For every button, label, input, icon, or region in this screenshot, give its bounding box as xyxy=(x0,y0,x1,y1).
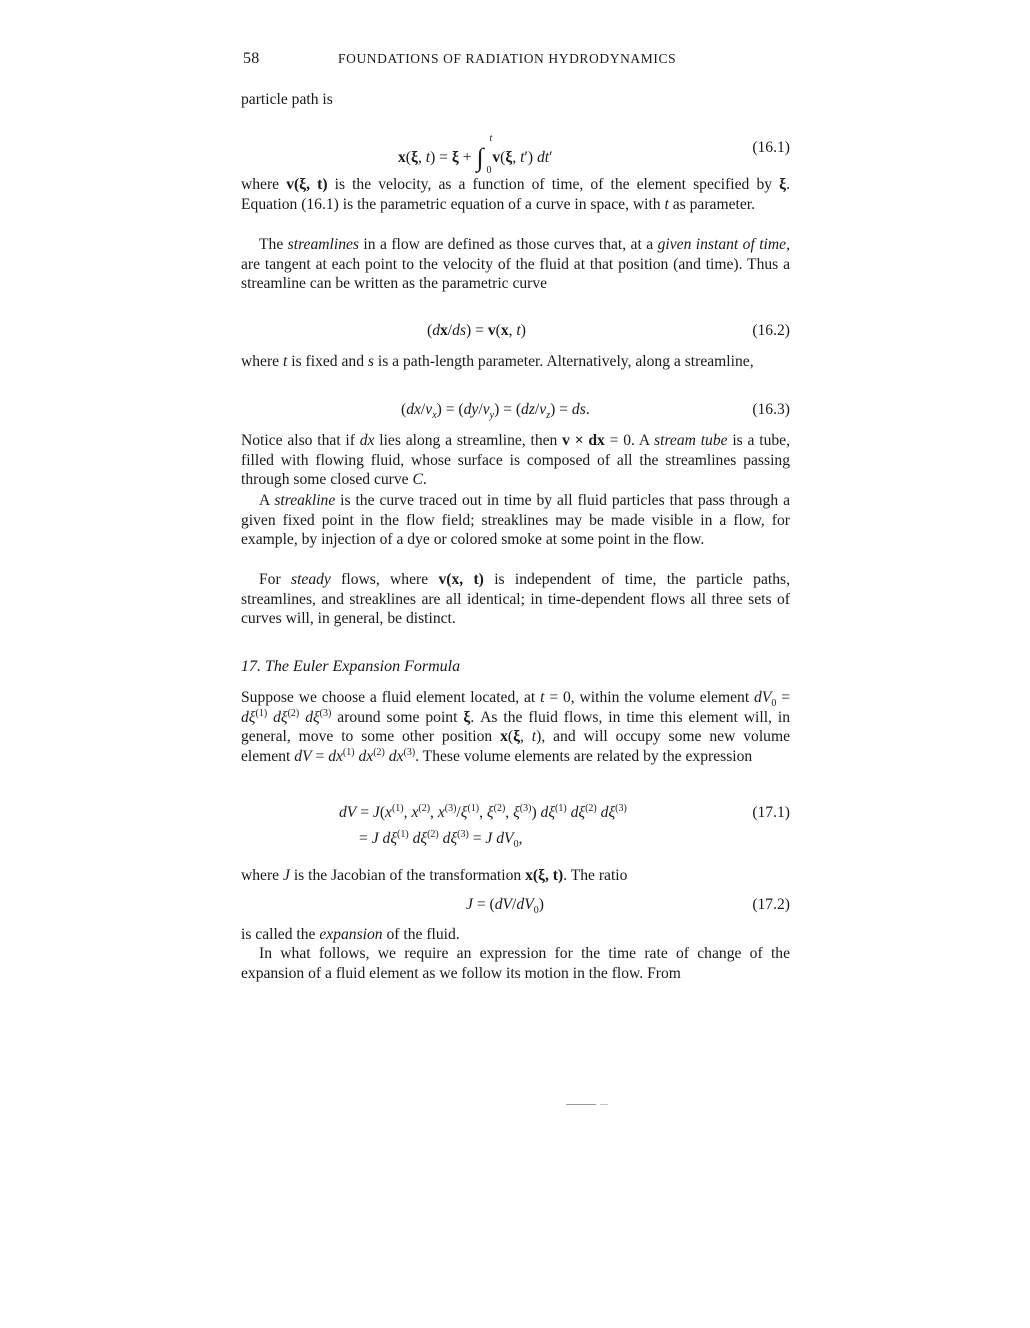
integral-sign: ∫ t 0 xyxy=(476,133,493,176)
running-title: FOUNDATIONS OF RADIATION HYDRODYNAMICS xyxy=(338,51,677,66)
paragraph-streakline: A streakline is the curve traced out in time by all fluid particles that pass through a given fixed point in the flow field; streaklines may be made visible in a flow, for example, by injection of a dye or colored smoke at some point in the flow. xyxy=(241,492,790,549)
equation-16-2-body: (dx/ds) = v(x, t) xyxy=(427,322,526,339)
equation-17-1-number: (17.1) xyxy=(752,804,790,821)
equation-16-2-number: (16.2) xyxy=(752,322,790,339)
equation-17-2 xyxy=(241,896,790,920)
equation-16-2 xyxy=(241,322,790,346)
equation-17-1-line2: = J $d\xi^{(1)}$ $d\xi^{(2)}$ $d\xi^{(3)} = J$ $dV_0$, xyxy=(359,828,523,851)
equation-16-1-number: (16.1) xyxy=(752,139,790,156)
paragraph-jacobian: where J is the Jacobian of the transformation x(ξ, t). The ratio xyxy=(241,867,628,884)
paragraph-steady: For steady flows, where v(x, t) is independent of time, the particle paths, streamlines, and streaklines are all identical; in time-dependent flows all three sets of curves will, in general, be distinct. xyxy=(241,571,790,628)
section-heading xyxy=(241,658,460,676)
intro-line: particle path is xyxy=(241,91,333,108)
equation-16-1-body: x(ξ, t) = ξ + ∫ t 0 v(ξ, t′) dt′ xyxy=(398,133,553,176)
page-number: 58 xyxy=(243,50,260,67)
equation-16-3 xyxy=(241,401,790,425)
paragraph-suppose: Suppose we choose a fluid element located, at t = 0, within the volume element $dV_0 = d\xi^{(1)}$ $d\xi^{(2)}$ $d\xi^{(3)}$ around some point ξ. As the fluid flows, in time this element will, in general, move to some other position x(ξ, t), and will occupy some new volume element dV = $dx^{(1)}$ $dx^{(2)}$ $dx^{(3)}$. These volume elements are related by the expression xyxy=(241,689,790,765)
equation-17-1-line1: dV = $J(x^{(1)}$, $x^{(2)}$, $x^{(3)}/\xi^{(1)}$, $\xi^{(2)}$, $\xi^{(3)}$) $d\xi^{(1)}$ $d\xi^{(2)}$ $d\xi^{(3)}$ xyxy=(339,802,627,821)
paragraph-follows: In what follows, we require an expression for the time rate of change of the expansion of a fluid element as we follow its motion in the flow. From xyxy=(241,945,790,982)
equation-16-1 xyxy=(241,133,790,176)
equation-17-1-continued xyxy=(241,830,790,854)
equation-17-2-number: (17.2) xyxy=(752,896,790,913)
equation-16-3-body: $(dx/v_x) = (dy/v_y) = (dz/v_z)$ = ds. xyxy=(401,401,590,422)
section-title: The Euler Expansion Formula xyxy=(265,658,461,675)
paragraph-notice: Notice also that if dx lies along a streamline, then v × dx = 0. A stream tube is a tube, filled with flowing fluid, whose surface is composed of all the streamlines passing through some closed curve C. xyxy=(241,432,790,489)
section-number: 17. xyxy=(241,658,261,675)
equation-17-1 xyxy=(241,804,790,828)
scan-mark xyxy=(566,1104,596,1105)
paragraph-velocity: where v(ξ, t) is the velocity, as a function of time, of the element specified by ξ. Equation (16.1) is the parametric equation of a curve in space, with t as parameter. xyxy=(241,176,790,213)
equation-16-3-number: (16.3) xyxy=(752,401,790,418)
equation-17-2-body: $J = (dV/dV_0)$ xyxy=(466,896,544,917)
paragraph-called: is called the expansion of the fluid. xyxy=(241,926,460,943)
paragraph-fixed: where t is fixed and s is a path-length parameter. Alternatively, along a streamline, xyxy=(241,353,754,370)
scan-mark-small xyxy=(600,1104,608,1105)
paragraph-streamlines: The streamlines in a flow are defined as those curves that, at a given instant of time, are tangent at each point to the velocity of the fluid at that position (and time). Thus a streamline can be written as the parametric curve xyxy=(241,236,790,293)
